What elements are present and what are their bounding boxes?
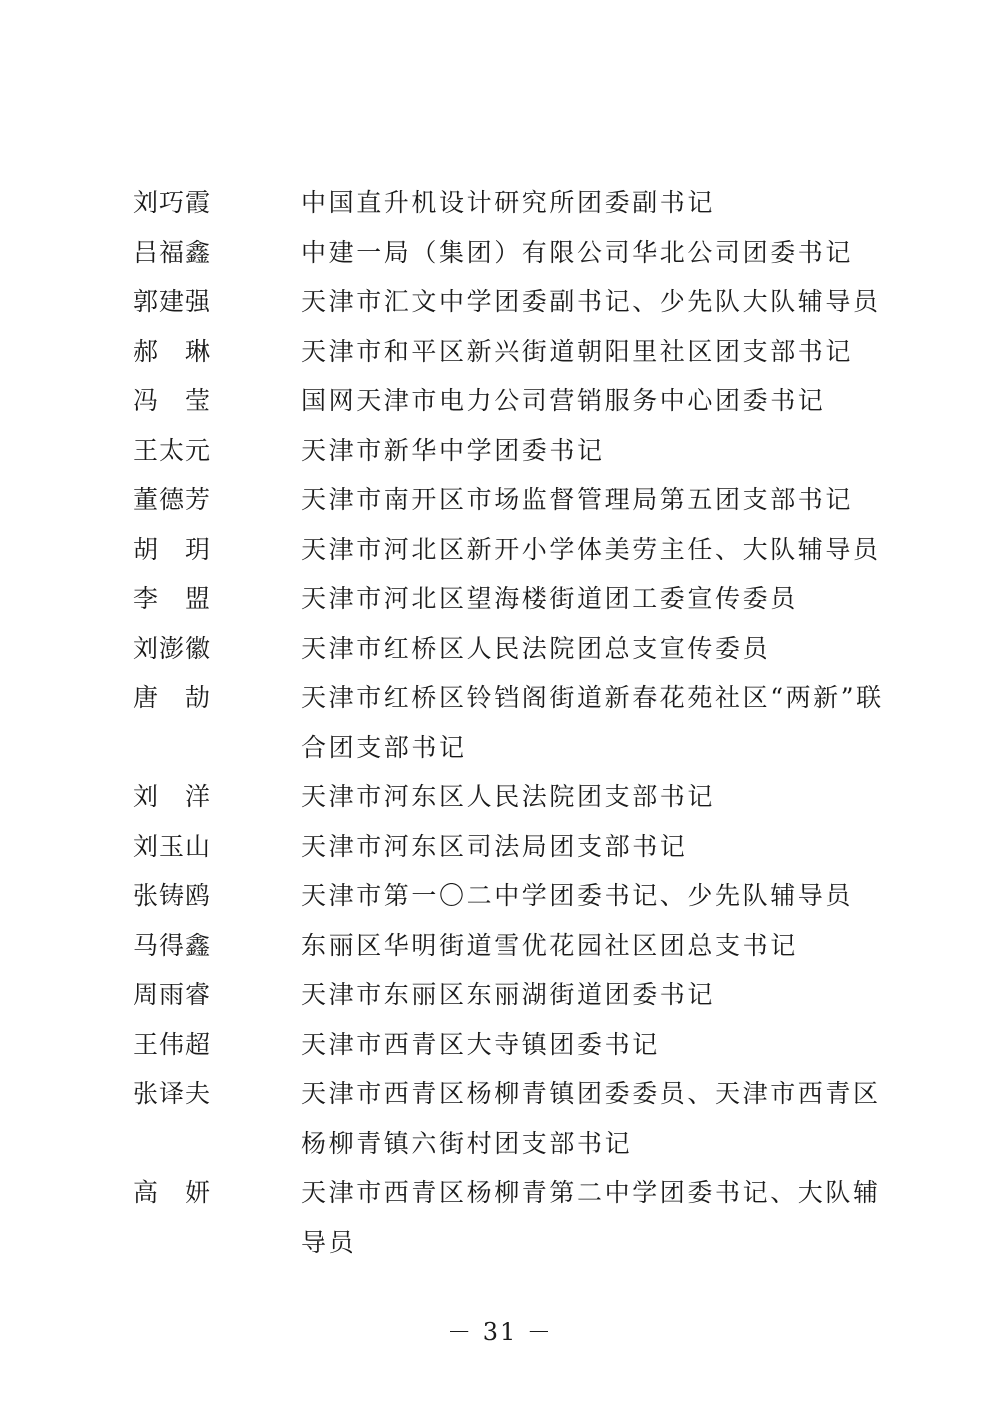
person-role: 天津市和平区新兴街道朝阳里社区团支部书记 bbox=[301, 336, 854, 366]
person-name: 张铸鸥 bbox=[133, 881, 212, 910]
list-item bbox=[133, 228, 893, 278]
person-name: 刘玉山 bbox=[133, 831, 212, 861]
list-item bbox=[133, 1069, 893, 1168]
person-role: 天津市红桥区人民法院团总支宣传委员 bbox=[301, 633, 771, 663]
list-item bbox=[133, 574, 893, 624]
list-item bbox=[133, 1168, 893, 1267]
list-item bbox=[133, 673, 893, 772]
person-name: 刘 洋 bbox=[133, 782, 212, 811]
person-name: 王伟超 bbox=[133, 1029, 212, 1059]
person-name: 唐 劼 bbox=[133, 683, 212, 712]
person-name: 李 盟 bbox=[133, 584, 212, 613]
person-role: 天津市东丽区东丽湖街道团委书记 bbox=[301, 980, 716, 1009]
person-name: 董德芳 bbox=[133, 485, 212, 514]
person-role: 天津市河东区人民法院团支部书记 bbox=[301, 782, 716, 811]
person-name: 张译夫 bbox=[133, 1079, 212, 1108]
list-item bbox=[133, 327, 893, 377]
person-role: 天津市西青区杨柳青镇团委委员、天津市西青区杨柳青镇六街村团支部书记 bbox=[301, 1079, 881, 1158]
person-name: 王太元 bbox=[133, 435, 212, 465]
list-item bbox=[133, 426, 893, 476]
person-role: 天津市第一〇二中学团委书记、少先队辅导员 bbox=[301, 881, 854, 910]
list-item bbox=[133, 871, 893, 921]
person-role: 天津市南开区市场监督管理局第五团支部书记 bbox=[301, 485, 854, 514]
person-role: 东丽区华明街道雪优花园社区团总支书记 bbox=[301, 930, 798, 960]
person-name: 胡 玥 bbox=[133, 534, 212, 564]
person-role: 天津市河北区新开小学体美劳主任、大队辅导员 bbox=[301, 534, 881, 564]
person-role: 天津市新华中学团委书记 bbox=[301, 435, 605, 465]
list-item bbox=[133, 772, 893, 822]
list-item bbox=[133, 624, 893, 674]
person-name: 冯 莹 bbox=[133, 386, 212, 415]
person-name: 郝 琳 bbox=[133, 336, 212, 366]
list-item bbox=[133, 970, 893, 1020]
person-role: 中国直升机设计研究所团委副书记 bbox=[301, 188, 716, 217]
person-role: 天津市汇文中学团委副书记、少先队大队辅导员 bbox=[301, 287, 881, 316]
person-role: 天津市河东区司法局团支部书记 bbox=[301, 831, 688, 861]
person-name: 周雨睿 bbox=[133, 980, 212, 1009]
person-name: 刘澎徽 bbox=[133, 633, 212, 663]
list-item bbox=[133, 822, 893, 872]
person-role: 国网天津市电力公司营销服务中心团委书记 bbox=[301, 386, 826, 415]
person-role: 中建一局（集团）有限公司华北公司团委书记 bbox=[301, 237, 854, 267]
list-item bbox=[133, 525, 893, 575]
person-name: 郭建强 bbox=[133, 287, 212, 316]
list-item bbox=[133, 921, 893, 971]
list-item bbox=[133, 376, 893, 426]
person-role: 天津市西青区大寺镇团委书记 bbox=[301, 1029, 660, 1059]
list-item bbox=[133, 1020, 893, 1070]
person-name: 高 妍 bbox=[133, 1178, 212, 1207]
name-list bbox=[133, 178, 893, 1267]
person-name: 刘巧霞 bbox=[133, 188, 212, 217]
page-number: － 31 － bbox=[447, 1318, 553, 1346]
list-item bbox=[133, 475, 893, 525]
person-role: 天津市河北区望海楼街道团工委宣传委员 bbox=[301, 584, 798, 613]
person-name: 吕福鑫 bbox=[133, 237, 212, 267]
person-role: 天津市西青区杨柳青第二中学团委书记、大队辅导员 bbox=[301, 1178, 881, 1257]
person-name: 马得鑫 bbox=[133, 930, 212, 960]
list-item bbox=[133, 277, 893, 327]
person-role: 天津市红桥区铃铛阁街道新春花苑社区“两新”联合团支部书记 bbox=[301, 683, 884, 762]
list-item bbox=[133, 178, 893, 228]
